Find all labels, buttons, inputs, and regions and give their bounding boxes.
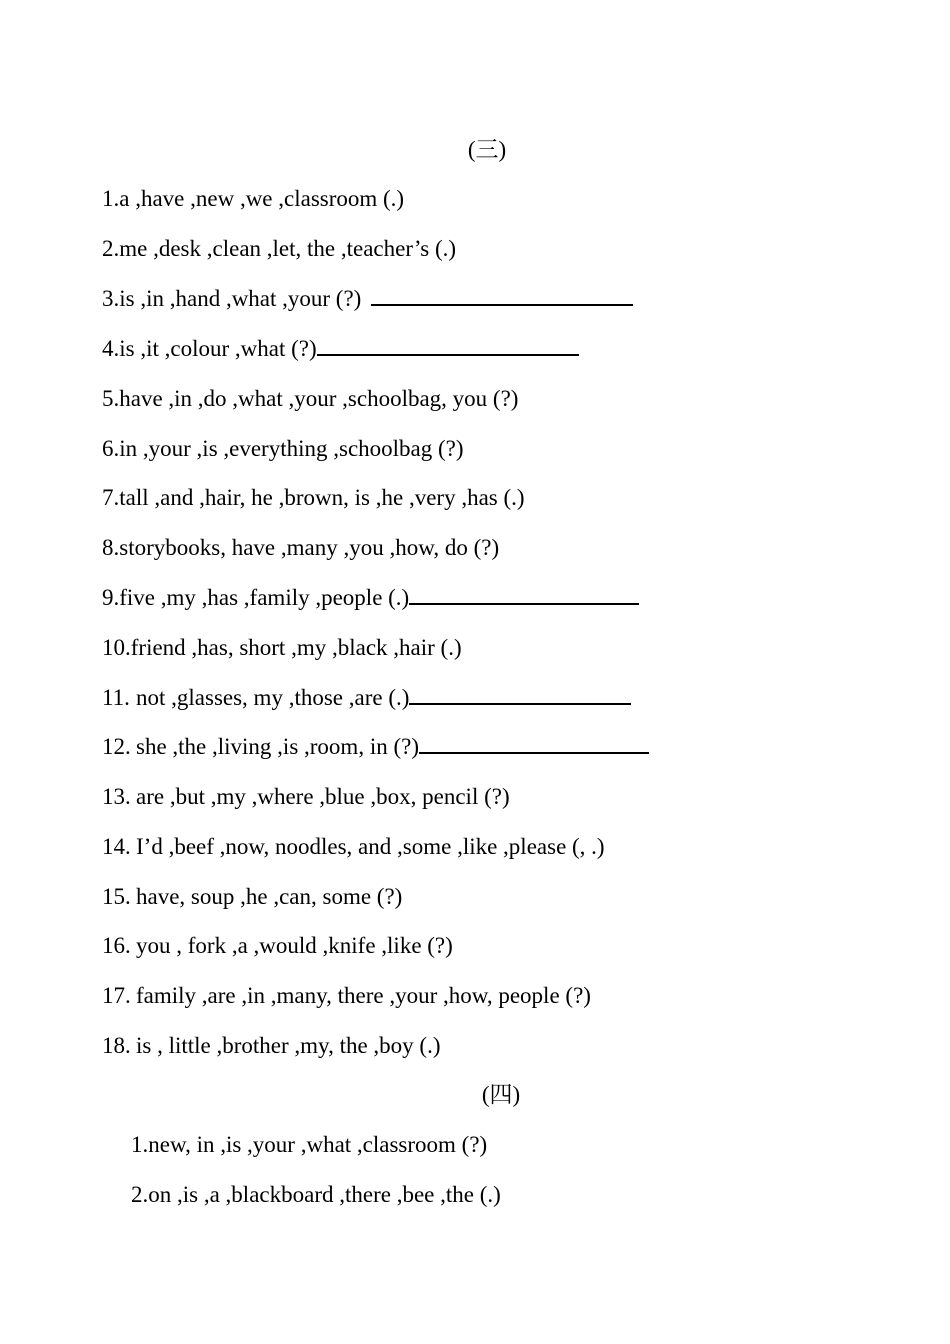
item-text: not ,glasses, my ,those ,are (.) (136, 685, 410, 710)
section-heading-4: (四) (481, 1082, 521, 1107)
item-text: new, in ,is ,your ,what ,classroom (?) (148, 1132, 488, 1157)
exercise-item-14 (102, 832, 605, 862)
item-number: 15. (102, 884, 131, 909)
item-text: in ,your ,is ,everything ,schoolbag (?) (119, 436, 464, 461)
item-number: 2. (102, 236, 120, 261)
item-text: me ,desk ,clean ,let, the ,teacher’s (.) (119, 236, 457, 261)
item-number: 13. (102, 784, 131, 809)
item-number: 17. (102, 983, 131, 1008)
item-number: 1. (102, 186, 120, 211)
exercise-item-18 (102, 1031, 440, 1061)
exercise-item-12 (102, 732, 649, 762)
answer-blank (419, 734, 649, 754)
item-number: 8. (102, 535, 120, 560)
exercise-item-3 (102, 284, 633, 314)
item-number: 1. (131, 1132, 149, 1157)
item-text: you , fork ,a ,would ,knife ,like (?) (136, 933, 453, 958)
answer-blank (317, 336, 579, 356)
item-text: a ,have ,new ,we ,classroom (.) (119, 186, 405, 211)
item-number: 16. (102, 933, 131, 958)
item-number: 9. (102, 585, 120, 610)
item-number: 12. (102, 734, 131, 759)
item-number: 6. (102, 436, 120, 461)
item-text: five ,my ,has ,family ,people (.) (119, 585, 410, 610)
exercise-item-16 (102, 931, 453, 961)
section-heading-3: (三) (467, 137, 507, 162)
exercise-item-4-1 (131, 1130, 487, 1160)
item-number: 7. (102, 485, 120, 510)
item-text: on ,is ,a ,blackboard ,there ,bee ,the (.) (148, 1182, 501, 1207)
item-number: 11. (102, 685, 130, 710)
item-text: is , little ,brother ,my, the ,boy (.) (136, 1033, 441, 1058)
item-text: have, soup ,he ,can, some (?) (136, 884, 403, 909)
exercise-item-15 (102, 882, 402, 912)
item-text: storybooks, have ,many ,you ,how, do (?) (119, 535, 500, 560)
item-text: I’d ,beef ,now, noodles, and ,some ,like ,please (, .) (136, 834, 605, 859)
item-number: 14. (102, 834, 131, 859)
item-text: tall ,and ,hair, he ,brown, is ,he ,very ,has (.) (119, 485, 525, 510)
answer-blank (371, 286, 633, 306)
item-number: 10. (102, 635, 131, 660)
item-text: friend ,has, short ,my ,black ,hair (.) (130, 635, 462, 660)
exercise-item-2 (102, 234, 456, 264)
item-number: 5. (102, 386, 120, 411)
exercise-item-8 (102, 533, 499, 563)
exercise-item-13 (102, 782, 510, 812)
exercise-item-9 (102, 583, 639, 613)
item-number: 18. (102, 1033, 131, 1058)
exercise-item-4-2 (131, 1180, 501, 1210)
exercise-item-7 (102, 483, 525, 513)
item-text: are ,but ,my ,where ,blue ,box, pencil (?) (136, 784, 510, 809)
item-number: 4. (102, 336, 120, 361)
answer-blank (409, 585, 639, 605)
item-text: family ,are ,in ,many, there ,your ,how, people (?) (136, 983, 591, 1008)
item-text: is ,it ,colour ,what (?) (119, 336, 317, 361)
exercise-item-17 (102, 981, 591, 1011)
item-number: 2. (131, 1182, 149, 1207)
exercise-item-6 (102, 434, 464, 464)
item-text: she ,the ,living ,is ,room, in (?) (136, 734, 419, 759)
item-number: 3. (102, 286, 120, 311)
exercise-item-10 (102, 633, 462, 663)
exercise-item-4 (102, 334, 579, 364)
exercise-item-5 (102, 384, 518, 414)
exercise-item-11 (102, 683, 631, 713)
item-text: have ,in ,do ,what ,your ,schoolbag, you (?) (119, 386, 519, 411)
item-text: is ,in ,hand ,what ,your (?) (119, 286, 368, 311)
exercise-item-1 (102, 184, 404, 214)
answer-blank (409, 685, 631, 705)
